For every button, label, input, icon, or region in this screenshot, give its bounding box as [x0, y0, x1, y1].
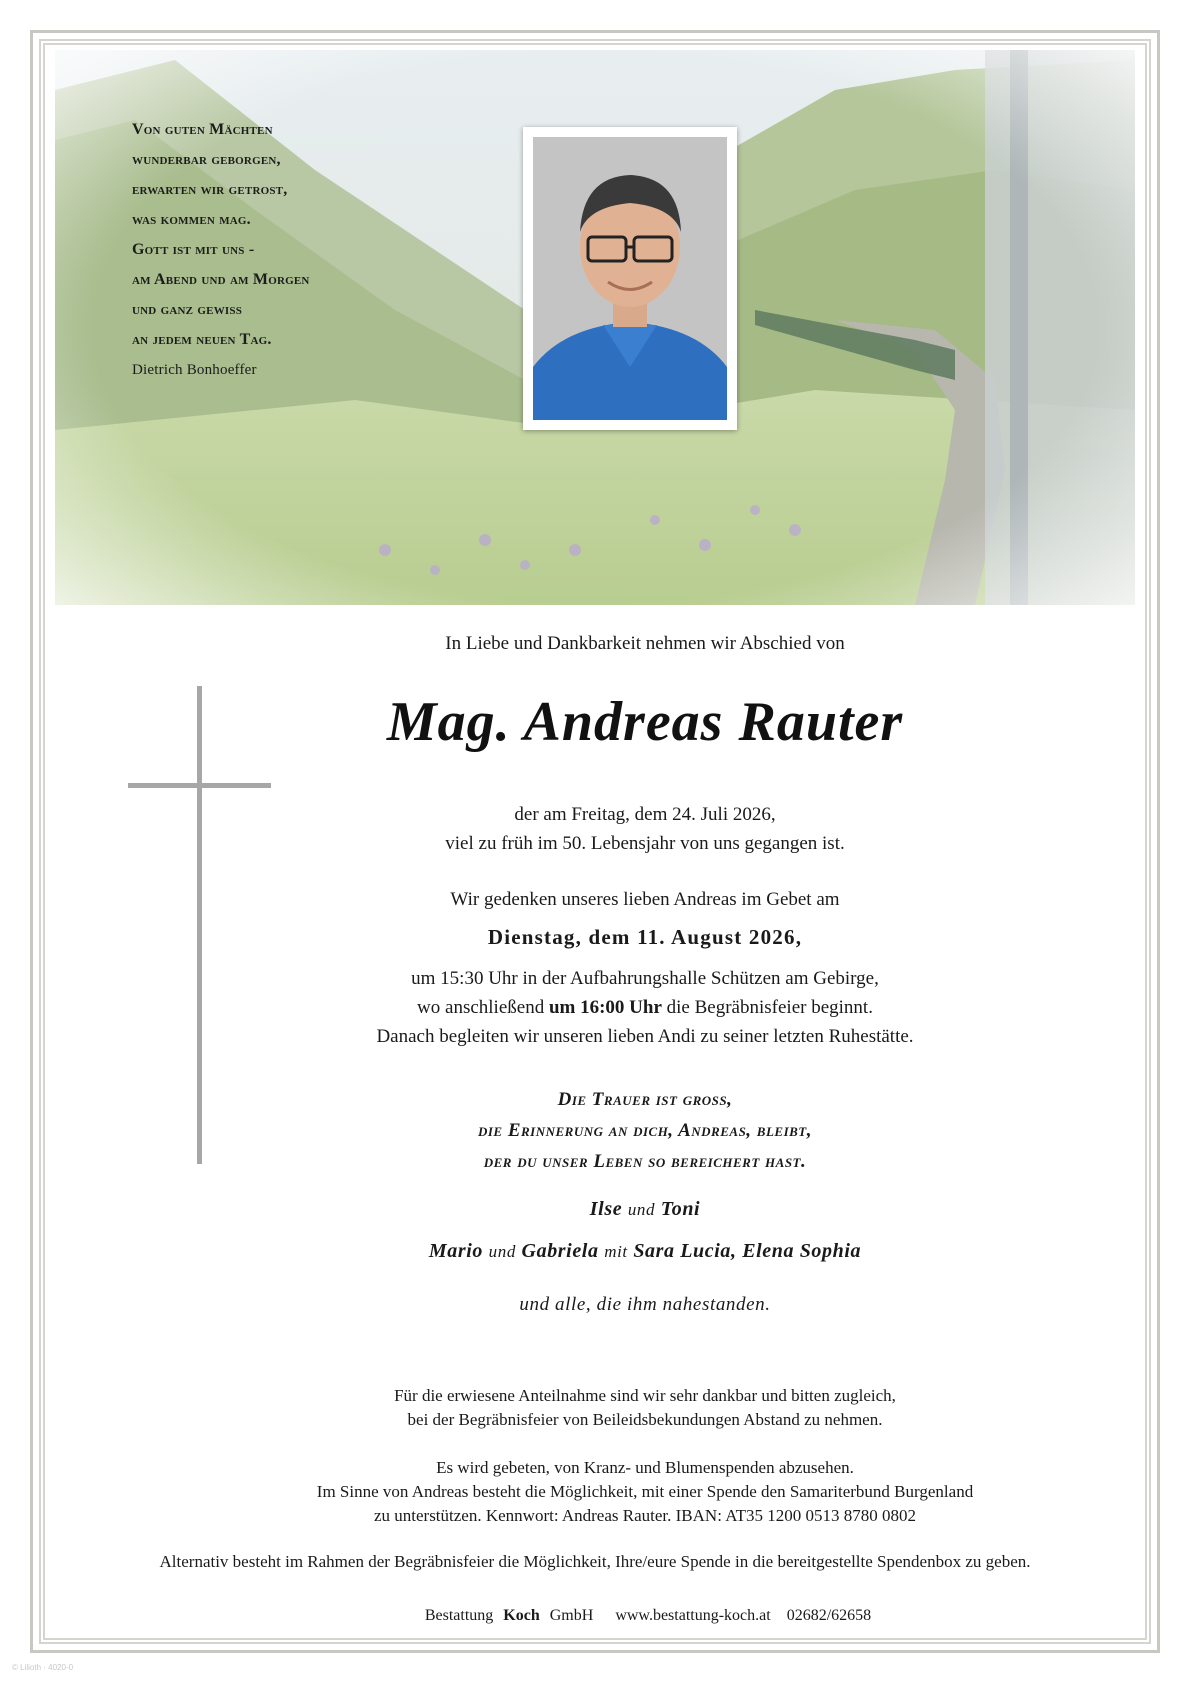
- note-line: Es wird gebeten, von Kranz- und Blumenspenden abzusehen.: [436, 1458, 854, 1477]
- note-line: Für die erwiesene Anteilnahme sind wir sehr dankbar und bitten zugleich,: [394, 1386, 896, 1405]
- prayer-date: Dienstag, dem 11. August 2026,: [487, 925, 803, 949]
- note-line: Im Sinne von Andreas besteht die Möglichkeit, mit einer Spende den Samariterbund Burgenland: [316, 1482, 974, 1501]
- note-line: zu unterstützen. Kennwort: Andreas Rauter. IBAN: AT35 1200 0513 8780 0802: [373, 1506, 917, 1525]
- cross-icon: [197, 686, 202, 1164]
- portrait-frame: [523, 127, 737, 430]
- family-row: [240, 1198, 1050, 1221]
- family-row: [240, 1240, 1050, 1263]
- others-line: und alle, die ihm nahestanden.: [519, 1294, 771, 1315]
- company-name: Koch: [503, 1607, 540, 1624]
- quote-line: am Abend und am Morgen: [132, 271, 310, 288]
- ceremony-line: um 15:30 Uhr in der Aufbahrungshalle Schützen am Gebirge,: [411, 968, 879, 989]
- copyright: © Lilioth · 4020-0: [12, 1663, 74, 1672]
- sorrow-line: der du unser Leben so bereichert hast.: [483, 1151, 807, 1172]
- alternative-note: Alternativ besteht im Rahmen der Begräbnisfeier die Möglichkeit, Ihre/eure Spende in die bereitgestellte Spendenbox zu geben.: [159, 1552, 1031, 1571]
- website-link[interactable]: www.bestattung-koch.at: [615, 1607, 771, 1624]
- death-line: viel zu früh im 50. Lebensjahr von uns gegangen ist.: [445, 833, 845, 854]
- quote-line: Gott ist mit uns -: [132, 241, 255, 258]
- sorrow-line: die Erinnerung an dich, Andreas, bleibt,: [477, 1120, 813, 1141]
- family-conjunction: und: [627, 1200, 656, 1219]
- death-line: der am Freitag, dem 24. Juli 2026,: [514, 804, 776, 825]
- quote-line: und ganz gewiss: [132, 301, 243, 318]
- sorrow-verse: [240, 1084, 1050, 1177]
- family-conjunction: und: [488, 1242, 516, 1261]
- cross-icon-bar: [128, 783, 271, 788]
- note-line: bei der Begräbnisfeier von Beileidsbekundungen Abstand zu nehmen.: [407, 1410, 883, 1429]
- funeral-home: [419, 1607, 599, 1624]
- portrait-photo: [533, 137, 727, 420]
- ceremony-info: [240, 964, 1050, 1051]
- donation-note: [240, 1456, 1050, 1528]
- ceremony-line: Danach begleiten wir unseren lieben Andi zu seiner letzten Ruhestätte.: [376, 1026, 914, 1047]
- family-name: Sara Lucia, Elena Sophia: [633, 1240, 862, 1262]
- phone-number: 02682/62658: [786, 1607, 872, 1624]
- company-text: GmbH: [545, 1607, 594, 1624]
- family-name: Toni: [660, 1198, 701, 1220]
- intro-text: In Liebe und Dankbarkeit nehmen wir Abschied von: [445, 633, 845, 654]
- footer: [240, 1607, 1050, 1625]
- thanks-note: [240, 1384, 1050, 1432]
- quote-line: Von guten Mächten: [132, 121, 273, 138]
- family-conjunction: mit: [604, 1242, 628, 1261]
- quote-line: was kommen mag.: [132, 211, 251, 228]
- prayer-intro: Wir gedenken unseres lieben Andreas im Gebet am: [450, 889, 840, 910]
- quote-line: erwarten wir getrost,: [132, 181, 288, 198]
- family-name: Mario: [428, 1240, 484, 1262]
- ceremony-line: [240, 993, 1050, 1022]
- ceremony-text: wo anschließend: [417, 997, 549, 1018]
- ceremony-text: die Begräbnisfeier beginnt.: [661, 997, 873, 1018]
- company-text: Bestattung: [424, 1607, 498, 1624]
- family-name: Gabriela: [521, 1240, 599, 1262]
- ceremony-time: um 16:00 Uhr: [548, 997, 662, 1018]
- quote-block: [132, 115, 492, 381]
- death-info: [240, 800, 1050, 858]
- sorrow-line: Die Trauer ist gross,: [557, 1089, 733, 1110]
- quote-line: an jedem neuen Tag.: [132, 331, 272, 348]
- family-name: Ilse: [589, 1198, 623, 1220]
- quote-line: wunderbar geborgen,: [132, 151, 281, 168]
- deceased-name: Mag. Andreas Rauter: [386, 691, 904, 753]
- quote-author: Dietrich Bonhoeffer: [132, 362, 257, 378]
